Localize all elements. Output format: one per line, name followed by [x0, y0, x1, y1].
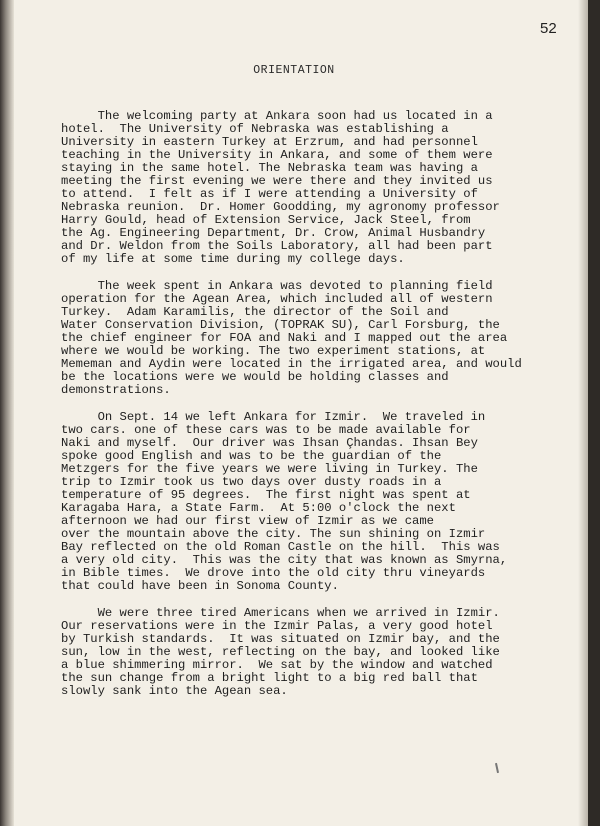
paragraph-4: [61, 607, 521, 698]
text-line: hotel. The University of Nebraska was establishing a: [61, 122, 449, 136]
text-line: and Dr. Weldon from the Soils Laboratory, all had been part: [61, 239, 493, 253]
text-line: Karagaba Hara, a State Farm. At 5:00 o'clock the next: [61, 501, 456, 515]
text-line: temperature of 95 degrees. The first night was spent at: [61, 488, 471, 502]
text-line: to attend. I felt as if I were attending a University of: [61, 187, 478, 201]
text-line: On Sept. 14 we left Ankara for Izmir. We traveled in: [61, 410, 486, 424]
text-line: operation for the Agean Area, which included all of western: [61, 292, 493, 306]
text-line: a very old city. This was the city that was known as Smyrna,: [61, 553, 508, 567]
text-line: of my life at some time during my college days.: [61, 252, 405, 266]
text-line: the chief engineer for FOA and Naki and I mapped out the area: [61, 331, 508, 345]
text-line: We were three tired Americans when we arrived in Izmir.: [61, 606, 500, 620]
text-line: Our reservations were in the Izmir Palas, a very good hotel: [61, 619, 493, 633]
text-line: Metzgers for the five years we were living in Turkey. The: [61, 462, 478, 476]
text-line: where we would be working. The two experiment stations, at: [61, 344, 486, 358]
text-line: the sun change from a bright light to a big red ball that: [61, 671, 478, 685]
text-line: University in eastern Turkey at Erzrum, and had personnel: [61, 135, 478, 149]
text-line: Harry Gould, head of Extension Service, Jack Steel, from: [61, 213, 471, 227]
text-line: teaching in the University in Ankara, and some of them were: [61, 148, 493, 162]
text-line: Water Conservation Division, (TOPRAK SU), Carl Forsburg, the: [61, 318, 500, 332]
text-line: Bay reflected on the old Roman Castle on the hill. This was: [61, 540, 500, 554]
paragraph-3: [61, 411, 521, 593]
text-line: afternoon we had our first view of Izmir as we came: [61, 514, 434, 528]
text-line: two cars. one of these cars was to be made available for: [61, 423, 471, 437]
text-line: slowly sank into the Agean sea.: [61, 684, 288, 698]
text-line: the Ag. Engineering Department, Dr. Crow, Animal Husbandry: [61, 226, 486, 240]
text-line: sun, low in the west, reflecting on the bay, and looked like: [61, 645, 500, 659]
page-number: 52: [540, 20, 557, 37]
text-line: in Bible times. We drove into the old city thru vineyards: [61, 566, 486, 580]
text-line: Naki and myself. Our driver was Ihsan Çhandas. Ihsan Bey: [61, 436, 478, 450]
text-line: The week spent in Ankara was devoted to planning field: [61, 279, 493, 293]
text-line: a blue shimmering mirror. We sat by the window and watched: [61, 658, 493, 672]
text-line: meeting the first evening we were there and they invited us: [61, 174, 493, 188]
paragraph-1: [61, 110, 521, 266]
body-text: [61, 110, 521, 712]
paragraph-2: [61, 280, 521, 397]
text-line: Mememan and Aydin were located in the irrigated area, and would: [61, 357, 522, 371]
text-line: that could have been in Sonoma County.: [61, 579, 339, 593]
chapter-title: ORIENTATION: [253, 64, 335, 77]
text-line: staying in the same hotel. The Nebraska team was having a: [61, 161, 478, 175]
text-line: trip to Izmir took us two days over dusty roads in a: [61, 475, 442, 489]
text-line: spoke good English and was to be the guardian of the: [61, 449, 442, 463]
text-line: Nebraska reunion. Dr. Homer Goodding, my agronomy professor: [61, 200, 500, 214]
text-line: over the mountain above the city. The sun shining on Izmir: [61, 527, 486, 541]
text-line: by Turkish standards. It was situated on Izmir bay, and the: [61, 632, 500, 646]
text-line: The welcoming party at Ankara soon had us located in a: [61, 109, 493, 123]
text-line: be the locations were we would be holding classes and: [61, 370, 449, 384]
pencil-mark: [495, 763, 499, 773]
text-line: Turkey. Adam Karamilis, the director of the Soil and: [61, 305, 449, 319]
text-line: demonstrations.: [61, 383, 171, 397]
